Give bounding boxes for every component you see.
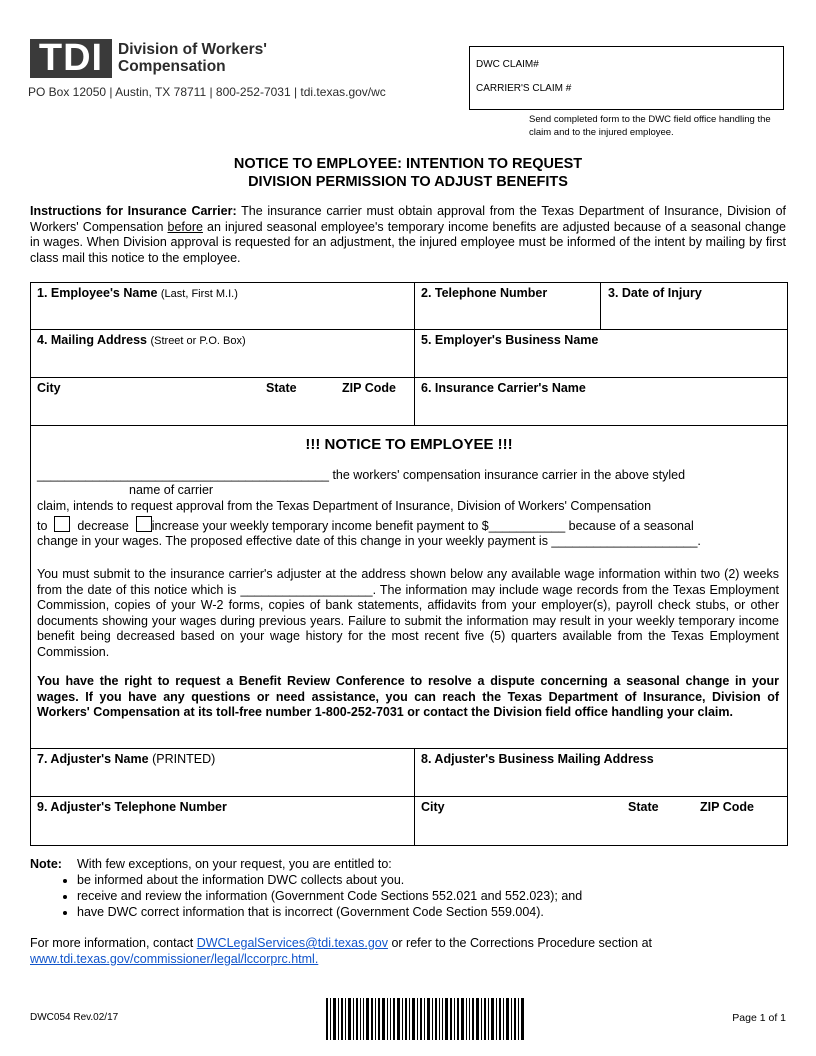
carrier-name-blank[interactable]: __________________________________________ <box>37 468 329 482</box>
state-field[interactable]: State <box>266 381 297 395</box>
benefit-review-paragraph: You have the right to request a Benefit Review Conference to resolve a dispute concerning a seasonal change in your wages. If you have any questions or need assistance, you can reach the Texas Department of Insurance, Division of Workers' Compensation at its toll-free number 1-800-252-7031 or contact the Division field office handling your claim. <box>37 674 779 719</box>
corrections-procedure-link[interactable]: www.tdi.texas.gov/commissioner/legal/lccorprc.html. <box>30 952 319 966</box>
zip-code-field[interactable]: ZIP Code <box>342 381 396 395</box>
privacy-note: Note: With few exceptions, on your request, you are entitled to: • be informed about the information DWC collects about you. • receive and review the information (Government Code Sections 552.021 and 552.023); and • have DWC correct information that is incorrect (Government Code Section 559.004). <box>30 856 790 920</box>
effective-date-line: change in your wages. The proposed effective date of this change in your weekly payment is _____________________. <box>37 534 701 548</box>
notice-line-2: claim, intends to request approval from the Texas Department of Insurance, Division of Workers' Compensation <box>37 499 652 513</box>
col-divider <box>600 283 601 329</box>
row-divider <box>31 796 787 797</box>
division-name: Division of Workers' Compensation <box>118 41 267 75</box>
notice-heading: !!! NOTICE TO EMPLOYEE !!! <box>305 436 513 453</box>
adjuster-zip-field[interactable]: ZIP Code <box>700 800 754 814</box>
row-divider <box>31 377 787 378</box>
city-field[interactable]: City <box>37 381 61 395</box>
adjuster-telephone-field[interactable]: 9. Adjuster's Telephone Number <box>37 800 227 814</box>
carrier-name-line: __________________________________________ the workers' compensation insurance carrier in the above styled <box>37 468 686 482</box>
dwc-claim-label: DWC CLAIM# <box>476 59 539 70</box>
carrier-claim-label: CARRIER'S CLAIM # <box>476 83 572 94</box>
barcode-icon <box>326 998 524 1040</box>
page-number: Page 1 of 1 <box>732 1012 786 1024</box>
col-divider <box>414 748 415 845</box>
tdi-logo: TDI <box>30 39 112 78</box>
wage-information-paragraph: You must submit to the insurance carrier's adjuster at the address shown below any available wage information within two (2) weeks from the date of this notice which is ___________________. The information may include wage records from the Texas Employment Commission, copies of your W-2 forms, copies of bank statements, affidavits from your employer(s), payroll check stubs, or other documents showing your wages during previous years. Failure to submit the information may result in your weekly temporary income benefit being decreased based on your wage history for the most recent five (5) quarters available from the Texas Employment Commission. <box>37 567 779 659</box>
increase-checkbox[interactable] <box>136 516 152 532</box>
carrier-name-caption: name of carrier <box>129 483 214 497</box>
send-instructions: Send completed form to the DWC field office handling the claim and to the injured employee. <box>529 114 771 138</box>
list-item: • have DWC correct information that is incorrect (Government Code Section 559.004). <box>77 904 790 920</box>
form-id: DWC054 Rev.02/17 <box>30 1012 119 1023</box>
adjuster-state-field[interactable]: State <box>628 800 659 814</box>
rights-list <box>30 872 790 920</box>
claim-number-box <box>469 46 784 110</box>
adjuster-mailing-address-field[interactable]: 8. Adjuster's Business Mailing Address <box>421 752 654 766</box>
agency-address: PO Box 12050 | Austin, TX 78711 | 800-252-7031 | tdi.texas.gov/wc <box>28 85 386 99</box>
employee-name-field[interactable]: 1. Employee's Name (Last, First M.I.) <box>37 286 238 300</box>
legal-services-email-link[interactable]: DWCLegalServices@tdi.texas.gov <box>196 936 388 950</box>
adjustment-choice-line: to decrease increase your weekly temporary income benefit payment to $___________ because of a seasonal <box>37 516 779 535</box>
list-item: • be informed about the information DWC collects about you. <box>77 872 790 888</box>
row-divider <box>31 329 787 330</box>
adjuster-name-field[interactable]: 7. Adjuster's Name (PRINTED) <box>37 752 216 766</box>
form-title: NOTICE TO EMPLOYEE: INTENTION TO REQUEST DIVISION PERMISSION TO ADJUST BENEFITS <box>233 156 583 190</box>
row-divider <box>31 748 787 749</box>
more-information: For more information, contact DWCLegalServices@tdi.texas.gov or refer to the Corrections Procedure section at www.tdi.texas.gov/commissioner/legal/lccorprc.html. <box>30 936 652 966</box>
row-divider <box>31 425 787 426</box>
employer-business-name-field[interactable]: 5. Employer's Business Name <box>421 333 599 347</box>
telephone-number-field[interactable]: 2. Telephone Number <box>421 286 548 300</box>
col-divider <box>414 283 415 425</box>
insurance-carrier-name-field[interactable]: 6. Insurance Carrier's Name <box>421 381 586 395</box>
mailing-address-field[interactable]: 4. Mailing Address (Street or P.O. Box) <box>37 333 246 347</box>
list-item: • receive and review the information (Government Code Sections 552.021 and 552.023); and <box>77 888 790 904</box>
decrease-checkbox[interactable] <box>54 516 70 532</box>
adjuster-city-field[interactable]: City <box>421 800 445 814</box>
notice-form <box>30 282 788 846</box>
date-of-injury-field[interactable]: 3. Date of Injury <box>608 286 702 300</box>
carrier-instructions: Instructions for Insurance Carrier: The insurance carrier must obtain approval from the Texas Department of Insurance, Division of Workers' Compensation before an injured seasonal employee's temporary income benefits are adjusted because of a seasonal change in wages. When Division approval is requested for an adjustment, the injured employee must be informed of the intent by mailing by first class mail this notice to the employee. <box>30 204 786 265</box>
